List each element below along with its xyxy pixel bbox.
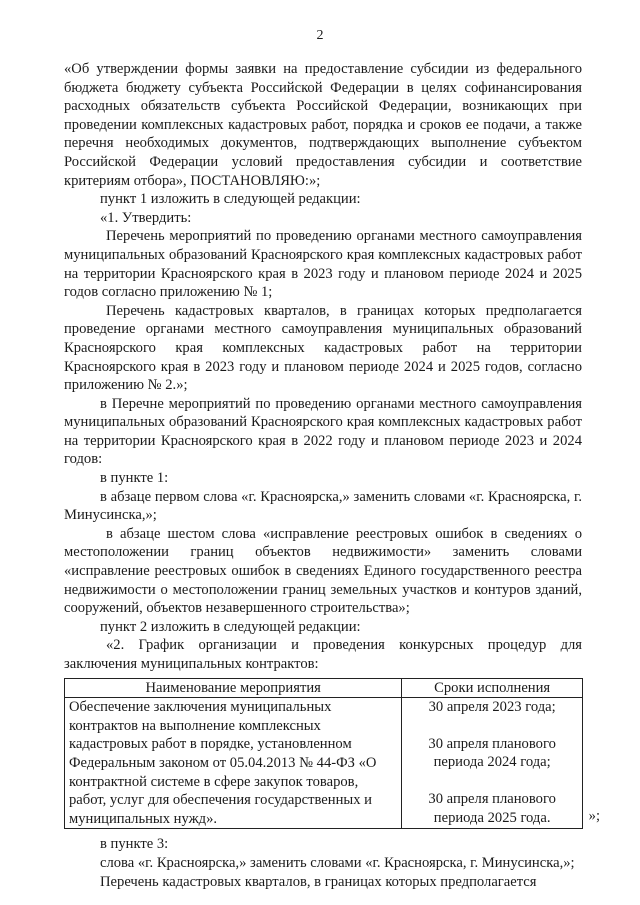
paragraph-first-subparagraph: в абзаце первом слова «г. Красноярска,» заменить словами «г. Красноярска, г. Минусинска,»; (64, 488, 582, 524)
schedule-table-wrapper (64, 678, 600, 830)
table-row (65, 698, 583, 829)
paragraph-point1-intro: пункт 1 изложить в следующей редакции: (100, 191, 361, 208)
paragraph-sixth-subparagraph: в абзаце шестом слова «исправление реестровых ошибок в сведениях о местоположении границ объектов недвижимости» заменить словами «исправление реестровых ошибок в сведениях Единого государственного реестра недвижимости о местоположении границ земельных участков и контуров зданий, сооружений, объектов незавершенного строительства»; (64, 525, 582, 617)
deadline-2024: 30 апреля планового периода 2024 года; (428, 735, 556, 771)
page-number: 2 (316, 28, 324, 43)
paragraph-in-point1: в пункте 1: (100, 470, 169, 487)
paragraph-list-quarters: Перечень кадастровых кварталов, в границах которых предполагается проведение органами местного самоуправления муниципальных образований Красноярского края комплексных кадастровых работ на территории Красноярского края в 2023 году и плановом периоде 2024 и 2025 годов, согласно приложению № 2.»; (64, 302, 582, 394)
closing-quote-mark: »; (588, 807, 600, 824)
document-body (64, 60, 600, 891)
table-header-deadline: Сроки исполнения (402, 678, 583, 698)
paragraph-in-list-2022: в Перечне мероприятий по проведению органами местного самоуправления муниципальных образований Красноярского края комплексных кадастровых работ на территории Красноярского края в 2022 году и плановом периоде 2023 и 2024 годов: (64, 395, 582, 468)
paragraph-list-events: Перечень мероприятий по проведению органами местного самоуправления муниципальных образований Красноярского края комплексных кадастровых работ на территории Красноярского края в 2023 году и плановом периоде 2024 и 2025 годов согласно приложению № 1; (64, 228, 582, 301)
table-header-event: Наименование мероприятия (65, 678, 402, 698)
paragraph-approve: «1. Утвердить: (100, 209, 192, 226)
table-header-row (65, 678, 583, 698)
table-cell-event: Обеспечение заключения муниципальных контрактов на выполнение комплексных кадастровых работ в порядке, установленном Федеральным законом от 05.04.2013 № 44-ФЗ «О контрактной системе в сфере закупок товаров, работ, услуг для обеспечения государственных и муниципальных нужд». (65, 698, 402, 829)
paragraph-title-quote: «Об утверждении формы заявки на предоставление субсидии из федерального бюджета бюджету субъекта Российской Федерации в целях софинансирования расходных обязательств субъекта Российской Федерации, возникающих при проведении комплексных кадастровых работ, порядка и сроков ее подачи, а также перечня необходимых документов, подтверждающих выполнение субъектом Российской Федерации условий предоставления субсидии и соответствие критериям отбора», ПОСТАНОВЛЯЮ:»; (64, 61, 582, 189)
table-cell-deadlines (402, 698, 583, 829)
deadline-2023: 30 апреля 2023 года; (428, 699, 556, 716)
paragraph-quarters-cont: Перечень кадастровых кварталов, в границах которых предполагается (100, 873, 537, 890)
paragraph-words-replace: слова «г. Красноярска,» заменить словами «г. Красноярска, г. Минусинска,»; (100, 854, 575, 871)
paragraph-schedule-title: «2. График организации и проведения конкурсных процедур для заключения муниципальных контрактов: (64, 637, 582, 672)
paragraph-in-point3: в пункте 3: (100, 836, 169, 853)
paragraph-point2-intro: пункт 2 изложить в следующей редакции: (100, 618, 361, 635)
schedule-table (64, 678, 583, 830)
deadline-2025: 30 апреля планового периода 2025 года. (428, 790, 556, 826)
